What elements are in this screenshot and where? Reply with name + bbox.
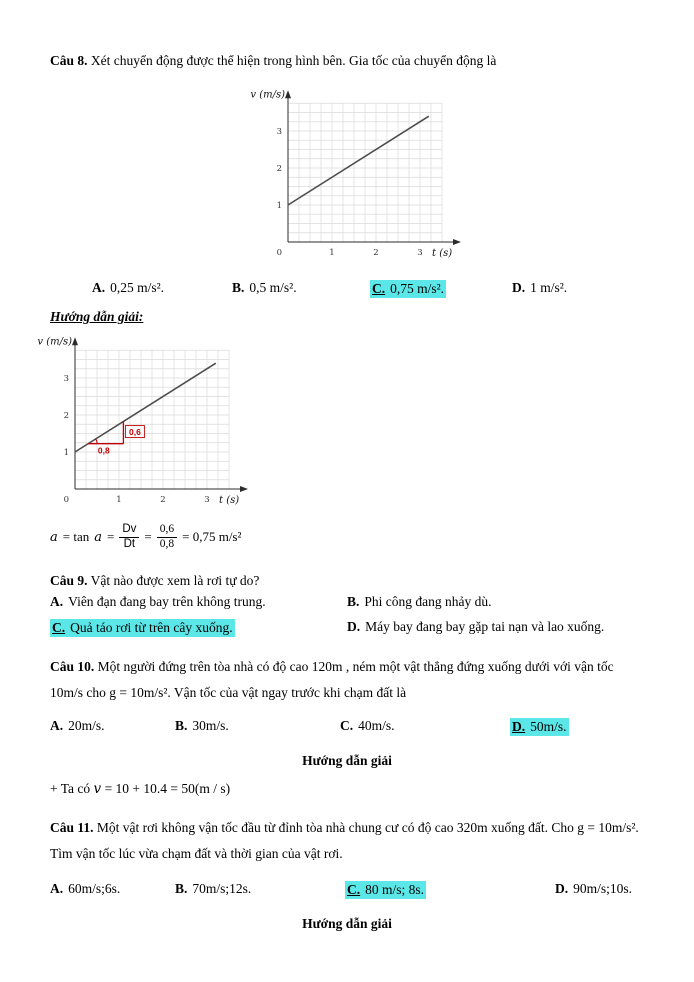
q9-options-row-1 [50,594,644,619]
question-10 [50,654,644,706]
q8-option-c-correct: C. 0,75 m/s². [372,281,445,296]
q10-option-d-correct: D. 50m/s. [512,718,567,734]
question-9 [50,568,644,594]
q9-option-a: A. Viên đạn đang bay trên không trung. [50,593,266,609]
q10-option-a: A. 20m/s. [50,717,105,733]
question-9-text: Vật nào được xem là rơi tự do? [90,572,260,588]
q11-option-d: D. 90m/s;10s. [555,880,633,896]
svg-text:3: 3 [417,248,423,258]
q9-option-c-correct: C. Quả táo rơi từ trên cây xuống. [52,619,233,635]
svg-text:0: 0 [63,495,69,505]
q11-option-b: B. 70m/s;12s. [175,880,252,896]
question-8-text: Xét chuyển động được thể hiện trong hình bên. Gia tốc của chuyển động là [90,53,497,68]
svg-text:0,8: 0,8 [97,445,110,456]
svg-text:0: 0 [276,248,282,258]
q9-options-row-2 [50,619,644,644]
question-8 [50,48,644,74]
svg-text:v (m/s): v (m/s) [37,336,72,348]
question-11-text: Một vật rơi không vận tốc đầu từ đỉnh tòa nhà chung cư có độ cao 320m xuống đất. Cho g = 10m/s². Tìm vận tốc lúc vừa chạm đất và thời gian của vật rơi. [50,819,639,861]
q8-figure [238,80,644,268]
q11-options [50,881,644,906]
q9-option-d: D. Máy bay đang bay gặp tai nạn và lao xuống. [347,618,605,634]
q8-option-a: A. 0,25 m/s². [92,280,165,295]
svg-text:3: 3 [63,374,69,384]
q10-options [50,718,644,743]
q10-option-c: C. 40m/s. [340,717,395,733]
q8-solution-heading: Hướng dẫn giải: [50,309,144,324]
svg-text:2: 2 [160,495,166,505]
svg-text:1: 1 [63,448,69,458]
q8-option-b: B. 0,5 m/s². [232,280,297,295]
q8-solution-figure [25,327,644,515]
svg-text:1: 1 [329,248,335,258]
svg-text:1: 1 [116,495,122,505]
svg-text:t (s): t (s) [219,495,240,506]
question-11-label: Câu 11. [50,819,94,835]
question-10-text: Một người đứng trên tòa nhà có độ cao 120m , ném một vật thẳng đứng xuống dưới với vận tốc 10m/s cho g = 10m/s². Vận tốc của vật ngay trước khi chạm đất là [50,658,614,700]
q10-solution-line: + Ta có v = 10 + 10.4 = 50(m / s) [50,780,231,797]
svg-text:2: 2 [373,248,379,258]
q11-option-a: A. 60m/s;6s. [50,880,121,896]
question-11 [50,815,644,867]
svg-text:1: 1 [276,201,282,211]
question-10-label: Câu 10. [50,658,95,674]
svg-text:3: 3 [204,495,210,505]
velocity-time-graph-annotated [25,327,259,511]
svg-text:2: 2 [63,411,69,421]
q11-solution-heading: Hướng dẫn giải [302,915,392,931]
fraction-dv-dt: $\frac{Dv}{Dt}$ [119,523,139,552]
question-9-label: Câu 9. [50,572,88,588]
velocity-time-graph [238,80,472,264]
question-8-label: Câu 8. [50,53,88,68]
svg-text:t (s): t (s) [432,248,453,259]
q11-option-c-correct: C. 80 m/s; 8s. [347,881,425,897]
q10-solution-heading: Hướng dẫn giải [302,752,392,768]
q8-option-d: D. 1 m/s². [512,280,568,295]
q8-solution-formula: a = tan a = $\frac{Dv}{Dt}$ = $\frac{0,6}{0,8}$ = 0,75 m/s² [50,523,242,550]
fraction-06-08: $\frac{0,6}{0,8}$ [157,523,177,552]
svg-text:2: 2 [276,164,282,174]
q9-option-b: B. Phi công đang nhảy dù. [347,593,492,609]
svg-text:0,6: 0,6 [128,427,141,438]
q8-options [50,280,644,305]
q10-option-b: B. 30m/s. [175,717,229,733]
svg-text:v (m/s): v (m/s) [250,89,285,101]
svg-text:3: 3 [276,127,282,137]
